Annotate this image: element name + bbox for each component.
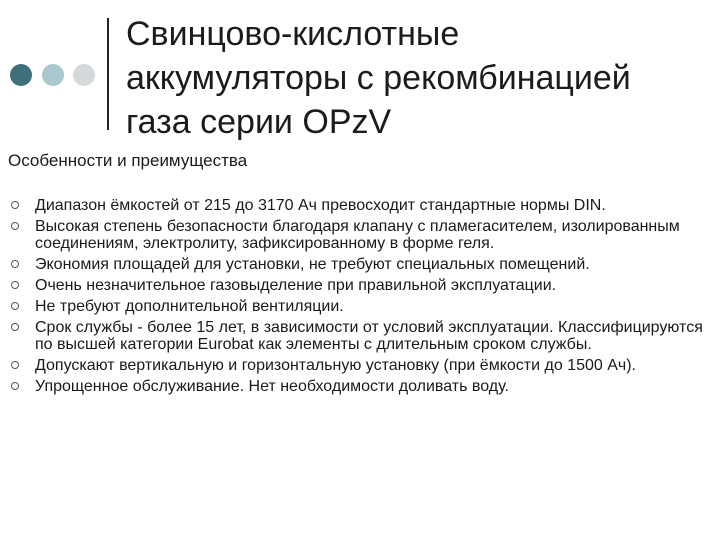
bullet-circle-icon bbox=[11, 361, 19, 369]
bullet-circle-icon bbox=[11, 382, 19, 390]
list-item bbox=[8, 256, 714, 273]
decor-dot-mid-icon bbox=[42, 64, 64, 86]
bullet-circle-icon bbox=[11, 302, 19, 310]
list-item bbox=[8, 357, 714, 374]
title-line-1: Свинцово-кислотные bbox=[126, 15, 460, 53]
features-list bbox=[8, 197, 714, 399]
feature-text: Срок службы - более 15 лет, в зависимости от условий эксплуатации. Классифицируются по высшей категории Eurobat как элементы с длительным сроком службы. bbox=[35, 319, 703, 353]
feature-text: Диапазон ёмкостей от 215 до 3170 Ач превосходит стандартные нормы DIN. bbox=[35, 197, 606, 214]
list-item bbox=[8, 218, 714, 252]
list-item bbox=[8, 319, 714, 353]
decor-dot-dark-icon bbox=[10, 64, 32, 86]
list-item bbox=[8, 277, 714, 294]
feature-text: Допускают вертикальную и горизонтальную установку (при ёмкости до 1500 Ач). bbox=[35, 357, 636, 374]
feature-text: Высокая степень безопасности благодаря клапану с пламегасителем, изолированным соединениям, электролиту, зафиксированному в форме геля. bbox=[35, 218, 680, 252]
feature-text: Не требуют дополнительной вентиляции. bbox=[35, 298, 344, 315]
bullet-circle-icon bbox=[11, 222, 19, 230]
list-item bbox=[8, 378, 714, 395]
title-line-3: газа серии OPzV bbox=[126, 103, 392, 141]
list-item bbox=[8, 197, 714, 214]
bullet-circle-icon bbox=[11, 201, 19, 209]
decor-dot-light-icon bbox=[73, 64, 95, 86]
list-item bbox=[8, 298, 714, 315]
slide-title bbox=[126, 12, 711, 144]
slide-subtitle: Особенности и преимущества bbox=[8, 151, 248, 170]
bullet-circle-icon bbox=[11, 281, 19, 289]
title-line-2: аккумуляторы с рекомбинацией bbox=[126, 59, 631, 97]
feature-text: Экономия площадей для установки, не требуют специальных помещений. bbox=[35, 256, 590, 273]
title-divider bbox=[107, 18, 109, 130]
feature-text: Очень незначительное газовыделение при правильной эксплуатации. bbox=[35, 277, 557, 294]
bullet-circle-icon bbox=[11, 323, 19, 331]
feature-text: Упрощенное обслуживание. Нет необходимости доливать воду. bbox=[35, 378, 509, 395]
bullet-circle-icon bbox=[11, 260, 19, 268]
